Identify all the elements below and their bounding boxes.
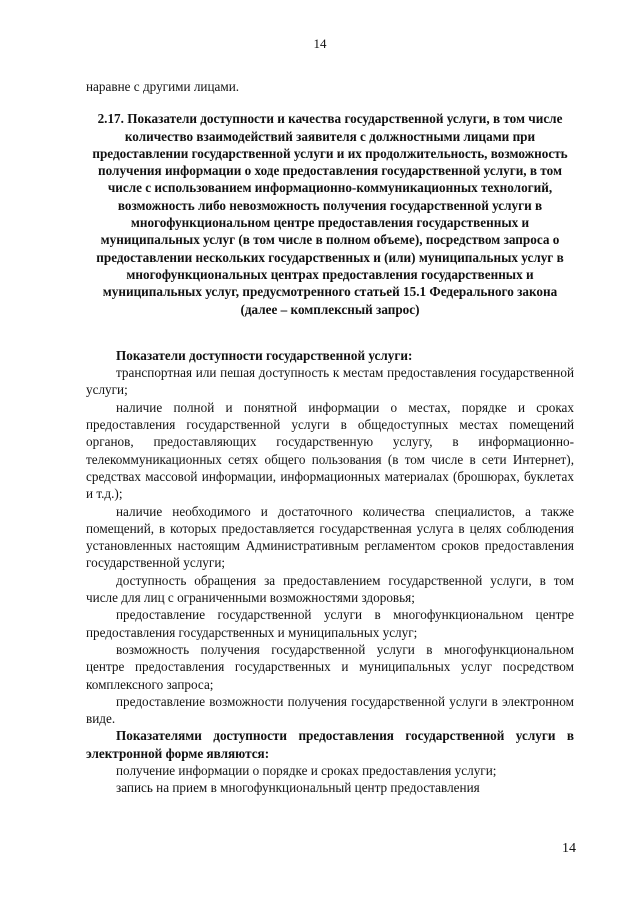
accessibility-item: доступность обращения за предоставлением государственной услуги, в том числе для лиц с ограниченными возможностями здоровья; — [86, 572, 574, 606]
accessibility-item: возможность получения государственной услуги в многофункциональном центре предоставления государственных и муниципальных услуг посредством комплексного запроса; — [86, 641, 574, 692]
electronic-item: получение информации о порядке и сроках предоставления услуги; — [116, 762, 497, 778]
accessibility-item: наличие полной и понятной информации о местах, порядке и сроках предоставления государственной услуги в общедоступных местах помещений органов, предоставляющих государственную услугу, в информационно-телекоммуникационных сетях общего пользования (в том числе в сети Интернет), средствах массовой информации, информационных материалах (брошюрах, буклетах и т.д.); — [86, 399, 574, 502]
intro-line: наравне с другими лицами. — [86, 79, 240, 94]
electronic-item: запись на прием в многофункциональный центр предоставления — [116, 780, 480, 796]
electronic-subheading: Показателями доступности предоставления государственной услуги в электронной форме являются: — [86, 728, 574, 761]
page-number-top: 14 — [313, 36, 327, 51]
section-heading: 2.17. Показатели доступности и качества государственной услуги, в том числе количество взаимодействий заявителя с должностными лицами при предоставлении государственной услуги и их продолжительность, возможность получения информации о ходе предоставления государственной услуги, в том числе с использованием информационно-коммуникационных технологий, возможность либо невозможность получения государственной услуги в многофункциональном центре предоставления государственных и муниципальных услуг (в том числе в полном объеме), посредством запроса о предоставлении нескольких государственных и (или) муниципальных услуг в многофункциональных центрах предоставления государственных и муниципальных услуг, предусмотренного статьей 15.1 Федерального закона (далее – комплексный запрос) — [92, 111, 568, 317]
accessibility-item: наличие необходимого и достаточного количества специалистов, а также помещений, в которых предоставляется государственная услуга в целях соблюдения установленных настоящим Административным регламентом сроков предоставления государственной услуги; — [86, 503, 574, 571]
page-number-bottom: 14 — [562, 841, 576, 856]
accessibility-item: предоставление государственной услуги в многофункциональном центре предоставления государственных и муниципальных услуг; — [86, 607, 574, 640]
accessibility-item: предоставление возможности получения государственной услуги в электронном виде. — [86, 693, 574, 727]
accessibility-item: транспортная или пешая доступность к местам предоставления государственной услуги; — [86, 365, 574, 398]
document-body — [86, 78, 574, 797]
accessibility-subheading: Показатели доступности государственной услуги: — [116, 347, 413, 363]
